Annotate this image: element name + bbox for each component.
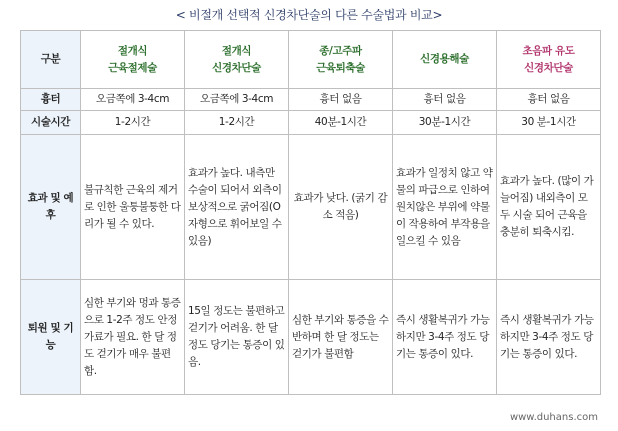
- col-header-line2: 근육절제술: [108, 61, 157, 74]
- table-cell: 40분-1시간: [289, 111, 393, 135]
- table-cell: 즉시 생활복귀가 가능하지만 3-4주 정도 당기는 통증이 있다.: [497, 280, 601, 395]
- col-header-line1: 종/고주파: [319, 44, 362, 57]
- table-cell: 심한 부기와 통증을 수반하며 한 달 정도는 걷기가 불편함: [289, 280, 393, 395]
- table-cell: 1-2시간: [185, 111, 289, 135]
- table-cell: 불규칙한 근육의 제거로 인한 울퉁불퉁한 다리가 될 수 있다.: [81, 135, 185, 280]
- table-cell: 1-2시간: [81, 111, 185, 135]
- table-cell: 30 분-1시간: [497, 111, 601, 135]
- col-header-line2: 근육퇴축술: [316, 61, 365, 74]
- table-row-discharge-function: [21, 280, 601, 395]
- corner-cell: 구분: [21, 31, 81, 89]
- table-cell: 흉터 없음: [289, 89, 393, 111]
- col-header-line1: 절개식: [117, 44, 148, 57]
- table-row-procedure-time: [21, 111, 601, 135]
- table-cell: 오금쪽에 3-4cm: [81, 89, 185, 111]
- table-cell: 즉시 생활복귀가 가능하지만 3-4주 정도 당기는 통증이 있다.: [393, 280, 497, 395]
- table-row-effect-prognosis: [21, 135, 601, 280]
- table-header-row: [21, 31, 601, 89]
- col-header-line2: 신경차단술: [212, 61, 261, 74]
- row-label-effect-prognosis: 효과 및 예후: [21, 135, 81, 280]
- col-header-line1: 신경용해술: [420, 53, 469, 65]
- table-cell: 효과가 높다. (많이 가늘어짐) 내외측이 모두 시술 되어 근육을 충분히 퇴축시킴.: [497, 135, 601, 280]
- site-url: www.duhans.com: [509, 412, 598, 423]
- table-cell: 오금쪽에 3-4cm: [185, 89, 289, 111]
- table-cell: 효과가 일정치 않고 약물의 파급으로 인하여 원치않은 부위에 약물이 작용하여 부작용을 일으킬 수 있음: [393, 135, 497, 280]
- col-header-incision-resection: [81, 31, 185, 89]
- table-cell: 효과가 낮다. (굵기 감소 적음): [289, 135, 393, 280]
- col-header-line1: 절개식: [221, 44, 252, 57]
- col-header-neurolysis: [393, 31, 497, 89]
- table-cell: 흉터 없음: [497, 89, 601, 111]
- comparison-title: < 비절개 선택적 신경차단술의 다른 수술법과 비교>: [175, 8, 443, 22]
- table-row-scar: [21, 89, 601, 111]
- col-header-radiofrequency: [289, 31, 393, 89]
- row-label-discharge-function: 퇴원 및 기능: [21, 280, 81, 395]
- table-cell: 심한 부기와 멍과 통증으로 1-2주 정도 안정가료가 필요. 한 달 정도 걷기가 매우 불편함.: [81, 280, 185, 395]
- row-label-procedure-time: 시술시간: [21, 111, 81, 135]
- col-header-line1: 초음파 유도: [522, 44, 575, 57]
- table-cell: 15일 정도는 불편하고 걷기가 어려움. 한 달 정도 당기는 통증이 있음.: [185, 280, 289, 395]
- col-header-line2: 신경차단술: [524, 61, 573, 74]
- col-header-ultrasound-nerve-block: [497, 31, 601, 89]
- row-label-scar: 흉터: [21, 89, 81, 111]
- table-cell: 30분-1시간: [393, 111, 497, 135]
- table-cell: 흉터 없음: [393, 89, 497, 111]
- table-cell: 효과가 높다. 내측만 수술이 되어서 외측이 보상적으로 굵어짐(O자형으로 휘어보일 수 있음): [185, 135, 289, 280]
- col-header-incision-nerve-block: [185, 31, 289, 89]
- comparison-table: [20, 30, 601, 395]
